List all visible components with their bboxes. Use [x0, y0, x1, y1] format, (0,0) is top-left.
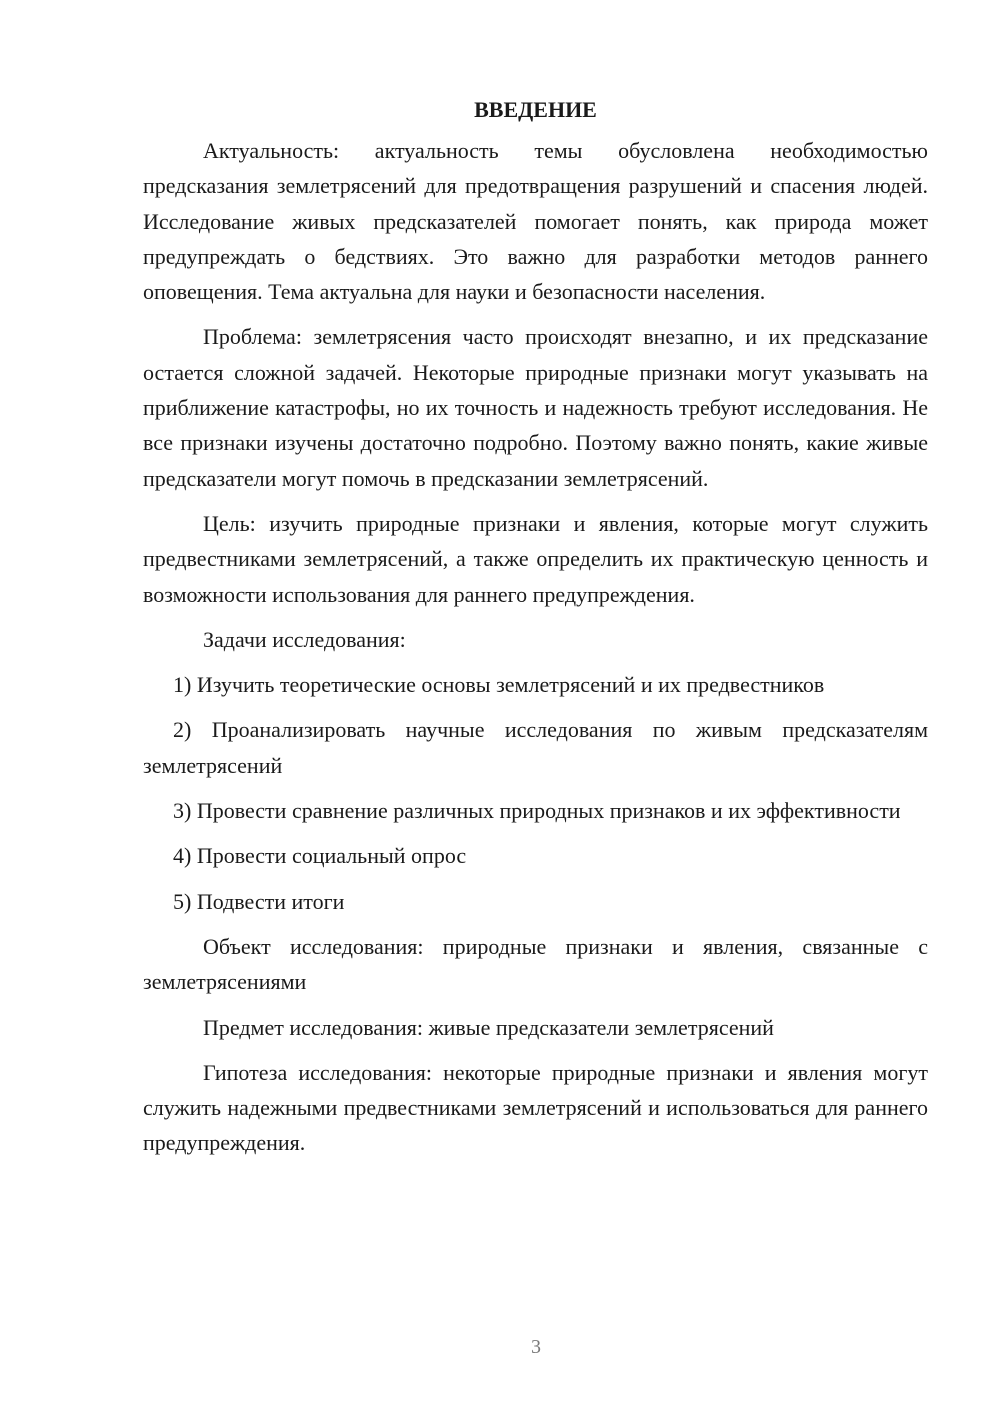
paragraph-relevance: Актуальность: актуальность темы обусловлена необходимостью предсказания землетрясений для предотвращения разрушений и спасения людей. Исследование живых предсказателей помогает понять, как природа может предупреждать о бедствиях. Это важно для разработки методов раннего оповещения. Тема актуальна для науки и безопасности населения. — [143, 138, 928, 305]
paragraph-hypothesis: Гипотеза исследования: некоторые природные признаки и явления могут служить надежными предвестниками землетрясений и использоваться для раннего предупреждения. — [143, 1059, 928, 1156]
paragraph-problem: Проблема: землетрясения часто происходят внезапно, и их предсказание остается сложной задачей. Некоторые природные признаки могут указывать на приближение катастрофы, но их точность и надежность требуют исследования. Не все признаки изучены достаточно подробно. Поэтому важно понять, какие живые предсказатели могут помочь в предсказании землетрясений. — [143, 324, 928, 491]
section-title: ВВЕДЕНИЕ — [474, 97, 597, 122]
tasks-heading: Задачи исследования: — [203, 626, 406, 652]
task-item-2: 2) Проанализировать научные исследования по живым предсказателям землетрясений — [143, 717, 928, 778]
task-item-3: 3) Провести сравнение различных природных признаков и их эффективности — [173, 798, 901, 824]
paragraph-object: Объект исследования: природные признаки и явления, связанные с землетрясениями — [143, 933, 928, 995]
paragraph-subject: Предмет исследования: живые предсказатели землетрясений — [203, 1014, 774, 1040]
paragraph-goal: Цель: изучить природные признаки и явления, которые могут служить предвестниками землетрясений, а также определить их практическую ценность и возможности использования для раннего предупреждения. — [143, 510, 928, 607]
task-item-5: 5) Подвести итоги — [173, 888, 345, 914]
page-number: 3 — [531, 1336, 541, 1358]
document-body — [143, 92, 928, 1161]
task-item-1: 1) Изучить теоретические основы землетрясений и их предвестников — [173, 672, 825, 698]
task-item-4: 4) Провести социальный опрос — [173, 843, 467, 869]
